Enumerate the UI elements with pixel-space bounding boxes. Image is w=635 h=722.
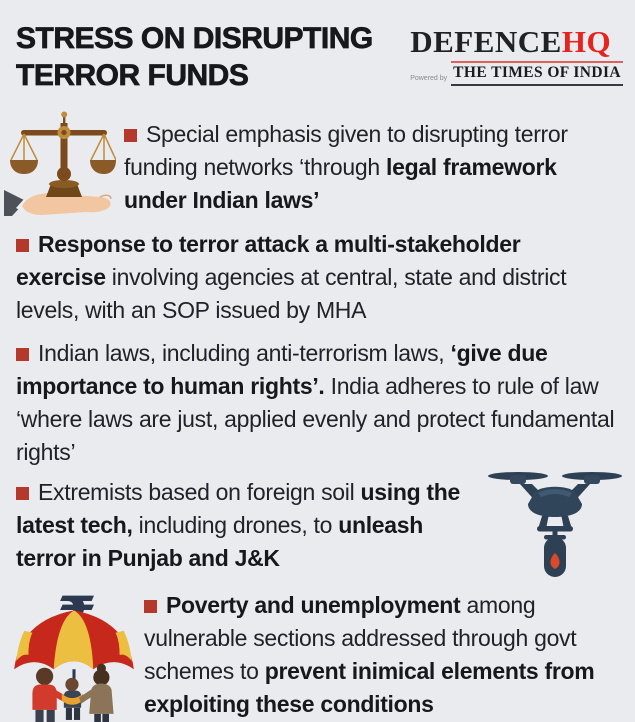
header	[0, 0, 635, 94]
bold-text-segment: using the latest tech,	[16, 479, 461, 538]
page-title	[16, 20, 373, 94]
bullet-point-text	[16, 337, 622, 469]
logo-wordmark	[410, 26, 623, 57]
bold-text-segment: unleash terror in Punjab and J&K	[16, 512, 424, 571]
text-segment: involving agencies at central, state and district levels, with an SOP issued by MHA	[16, 264, 567, 323]
drone-icon-box	[488, 466, 622, 580]
bold-text-segment: legal framework under Indian laws’	[124, 154, 557, 213]
logo-text-defence: DEFENCE	[410, 24, 562, 59]
logo-text-hq: HQ	[561, 24, 612, 59]
bold-text-segment: ‘give due importance to human rights’.	[16, 340, 548, 399]
umbrella-family-icon	[10, 580, 138, 722]
page-title-line2: TERROR FUNDS	[16, 59, 249, 92]
logo-subline	[410, 61, 623, 86]
bold-text-segment: Response to terror attack a multi-stakeholder exercise	[16, 231, 521, 290]
point-multi-stakeholder	[16, 228, 635, 327]
defencehq-logo	[410, 26, 623, 86]
point-drone-terror	[16, 466, 635, 580]
bullet-point-text	[16, 476, 488, 580]
point-human-rights	[16, 337, 635, 469]
text-segment: Indian laws, including anti-terrorism laws,	[38, 340, 451, 366]
point-legal-framework	[4, 107, 635, 217]
bullet-square-icon	[124, 129, 137, 142]
bold-text-segment: Poverty and unemployment	[166, 592, 461, 618]
bullet-square-icon	[16, 239, 29, 252]
point-poverty-schemes	[10, 580, 635, 722]
drone-icon	[488, 466, 622, 580]
text-segment: Special emphasis given to disrupting terror funding networks ‘through	[124, 121, 568, 180]
bullet-square-icon	[144, 600, 157, 613]
text-segment: Extremists based on foreign soil	[38, 479, 361, 505]
bullet-square-icon	[16, 348, 29, 361]
text-segment: among vulnerable sections addressed through govt schemes to	[144, 592, 577, 684]
bullet-square-icon	[16, 487, 29, 500]
times-of-india-masthead: THE TIMES OF INDIA	[451, 61, 623, 86]
justice-scales-icon	[4, 107, 116, 217]
powered-by-label: Powered by	[410, 75, 448, 82]
text-segment: including drones, to	[132, 512, 339, 538]
bold-text-segment: prevent inimical elements from exploiting these conditions	[144, 658, 595, 717]
bullet-point-text	[16, 228, 616, 327]
text-segment: India adheres to rule of law ‘where laws are just, applied evenly and protect fundamental rights’	[16, 373, 615, 465]
bullet-point-text	[124, 118, 624, 217]
page-title-line1: STRESS ON DISRUPTING	[16, 22, 373, 55]
bullet-point-text	[144, 589, 630, 722]
